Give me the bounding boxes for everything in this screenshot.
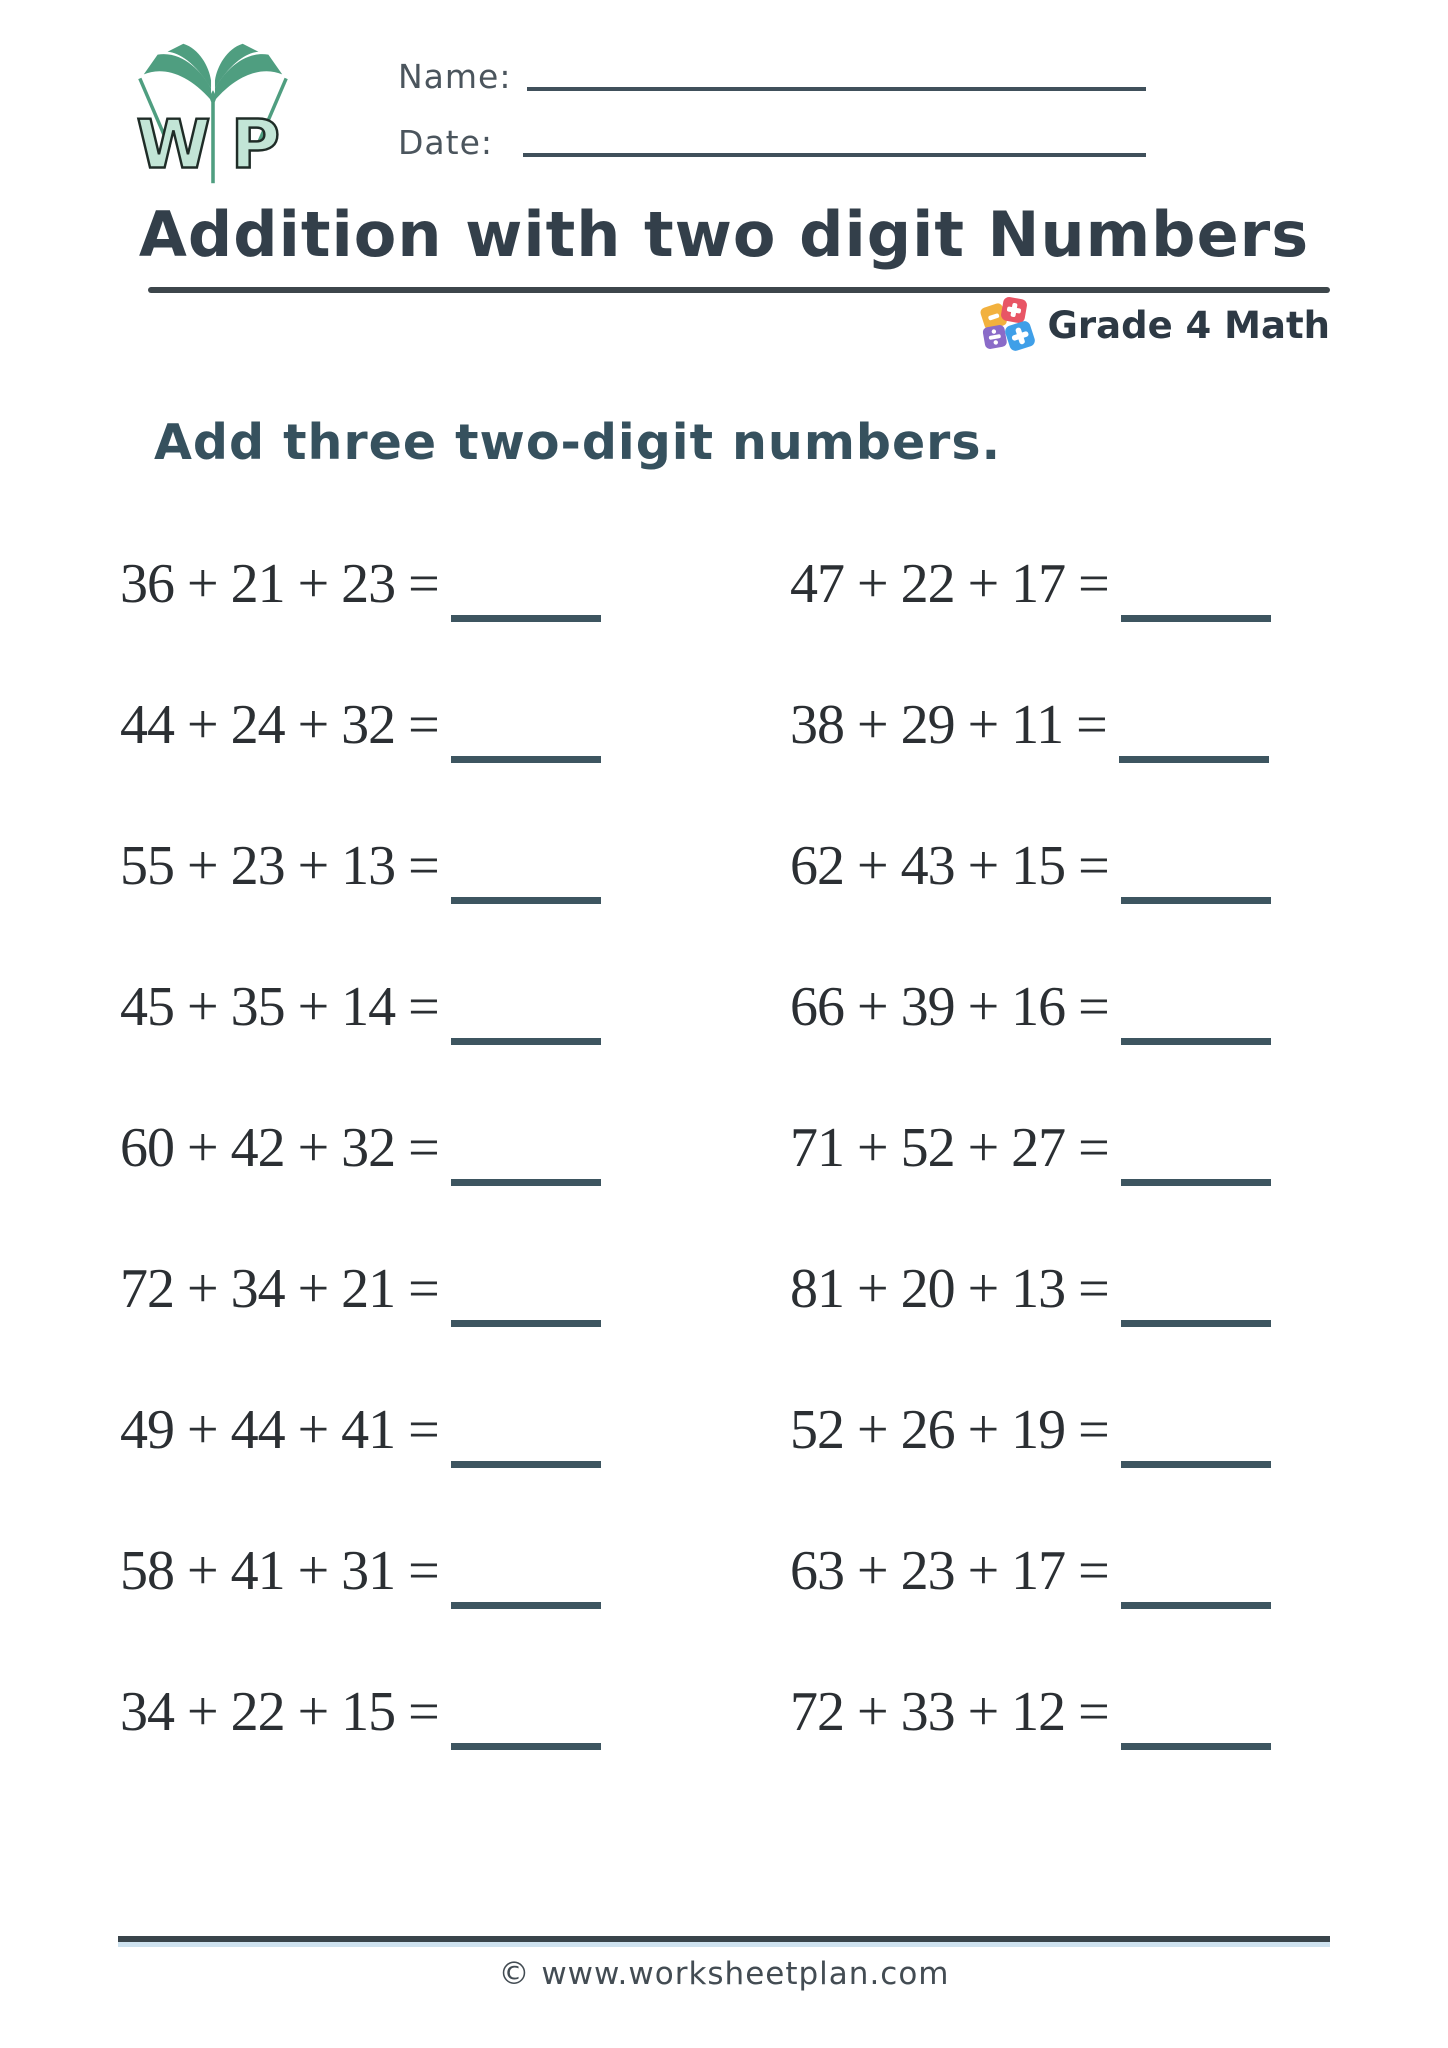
problem [120,1398,760,1539]
answer-blank [451,1317,601,1327]
problem [790,834,1332,975]
open-book-logo-icon [124,38,302,188]
answer-blank [451,1035,601,1045]
answer-blank [451,1740,601,1750]
problem-expression: 47 + 22 + 17 = [790,553,1109,615]
problem [790,1116,1332,1257]
problem-expression: 45 + 35 + 14 = [120,976,439,1038]
answer-blank [451,753,601,763]
problem-expression: 62 + 43 + 15 = [790,835,1109,897]
problem-expression: 34 + 22 + 15 = [120,1681,439,1743]
problem [790,1257,1332,1398]
problem [790,1398,1332,1539]
name-field [398,54,1146,96]
answer-blank [1121,1740,1271,1750]
answer-blank [1121,1176,1271,1186]
answer-blank [1121,1599,1271,1609]
problem-expression: 52 + 26 + 19 = [790,1399,1109,1461]
problem-expression: 72 + 34 + 21 = [120,1258,439,1320]
logo-letter-w: W [136,105,211,184]
answer-blank [1121,1458,1271,1468]
problem [120,1116,760,1257]
problem [120,975,760,1116]
problem-expression: 71 + 52 + 27 = [790,1117,1109,1179]
problem-expression: 72 + 33 + 12 = [790,1681,1109,1743]
problem-expression: 49 + 44 + 41 = [120,1399,439,1461]
math-tiles-icon [978,296,1038,354]
problem [790,693,1332,834]
name-label: Name: [398,57,512,96]
problem [790,975,1332,1116]
answer-blank [1121,612,1271,622]
problem [790,552,1332,693]
problem-expression: 44 + 24 + 32 = [120,694,439,756]
problem-expression: 38 + 29 + 11 = [790,694,1107,756]
page-title: Addition with two digit Numbers [138,198,1310,271]
problem-expression: 60 + 42 + 32 = [120,1117,439,1179]
problem-expression: 81 + 20 + 13 = [790,1258,1109,1320]
problem-expression: 63 + 23 + 17 = [790,1540,1109,1602]
logo-letter-p: P [230,105,281,184]
grade-badge-label: Grade 4 Math [1047,303,1330,347]
answer-blank [451,612,601,622]
problem [120,1257,760,1398]
date-label: Date: [398,123,493,162]
problem [120,693,760,834]
answer-blank [451,1599,601,1609]
problem [120,1539,760,1680]
title-underline [148,287,1330,293]
problem-expression: 66 + 39 + 16 = [790,976,1109,1038]
answer-blank [1119,753,1269,763]
student-fields [398,54,1146,186]
problem [120,552,760,693]
footer-divider [118,1936,1330,1942]
problem-expression: 58 + 41 + 31 = [120,1540,439,1602]
grade-badge [978,296,1331,354]
answer-blank [1121,894,1271,904]
problem-expression: 55 + 23 + 13 = [120,835,439,897]
answer-blank [1121,1317,1271,1327]
problem [790,1539,1332,1680]
copyright-text: © www.worksheetplan.com [498,1956,950,1992]
problem [120,834,760,975]
problem [120,1680,760,1821]
answer-blank [451,894,601,904]
problem-expression: 36 + 21 + 23 = [120,553,439,615]
answer-blank [451,1458,601,1468]
date-field [398,120,1146,162]
worksheetplan-logo [124,38,302,192]
date-line [523,153,1146,157]
name-line [527,87,1146,91]
answer-blank [451,1176,601,1186]
answer-blank [1121,1035,1271,1045]
problems-grid [120,552,1332,1821]
instruction-text: Add three two-digit numbers. [154,414,1002,471]
problem [790,1680,1332,1821]
